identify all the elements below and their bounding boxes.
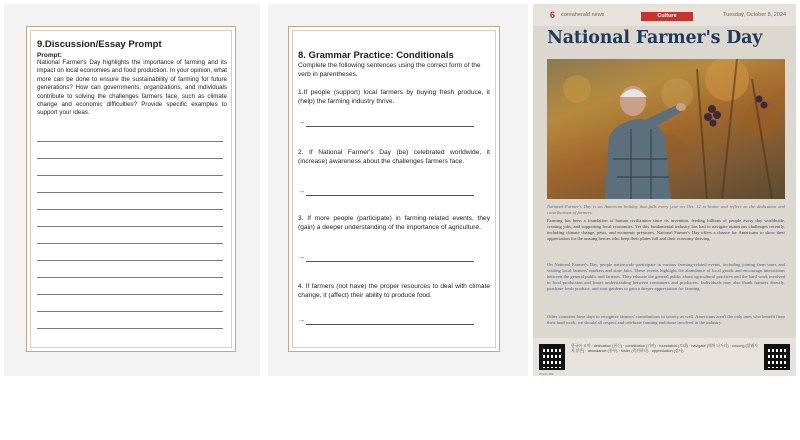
qr-code-right[interactable] <box>764 344 790 370</box>
grammar-instructions: Complete the following sentences using the correct form of the verb in parentheses. <box>298 62 481 78</box>
article-paragraph-1: Farming has been a foundation of human civilization since its invention, feeding billions of people every day worldwide, creating jobs, and supporting local economies. Yet this fundamental industry has had to navigate numerous challenges recently, including climate change, pests, and economic pressures. National Farmer's Day offers a chance for Americans to show their appreciation for the unsung heroes who keep their plates full and their economy thriving. <box>547 218 785 241</box>
arrow-icon: → <box>298 188 305 195</box>
photo-caption: National Farmer's Day is an American holiday that falls every year on Oct. 12 to honor and reflect on the dedication and contributions of farmers. <box>547 204 785 215</box>
word-count: Words 262 <box>539 372 554 376</box>
vocabulary-footnote: 한국어 요약 · dedication (헌신) · contribution (기여) · foundation (토대) · navigate (헤쳐 나가다) · unsung (알려지지 않은) · abundance (풍부) · foster (촉진하다) · appreciation (감사) <box>571 344 758 353</box>
writing-line[interactable] <box>37 328 223 329</box>
answer-rule <box>306 261 474 262</box>
answer-line-1[interactable] <box>298 119 474 131</box>
writing-line[interactable] <box>37 243 223 244</box>
prompt-text: National Farmer's Day highlights the importance of farming and its impact on local economies and food production. In your opinion, what more can be done to ensure the sustainability of farming for future generations? How can governments, organizations, and individuals contribute to solving the challenges farmers face, such as climate change and economic difficulties? Provide specific examples to support your ideas. <box>37 59 227 117</box>
article-paragraph-2: On National Farmer's Day, people nationwide participate in various farming-related events, including joining farm tours and visiting local farmers' markets and state fairs. These events highlight the abundance of local goods and encourage interactions between the general public and farmers. They educate the general public about agricultural practices and the hard work involved in food production and foster understanding between consumers and producers. Individuals may also thank farmers directly, purchase fresh produce, and start gardens to gain a deeper appreciation for farming. <box>547 262 785 291</box>
answer-rule <box>306 195 474 196</box>
grammar-section-title: 8. Grammar Practice: Conditionals <box>298 50 454 61</box>
essay-prompt-block <box>37 39 227 118</box>
answer-line-2[interactable] <box>298 188 474 200</box>
writing-line[interactable] <box>37 158 223 159</box>
grammar-question-2: 2. If National Farmer's Day (be) celebrated worldwide, it (increase) awareness about the challenges farmers face. <box>298 149 490 165</box>
grammar-header <box>298 50 490 79</box>
essay-worksheet <box>4 4 260 376</box>
headline: National Farmer's Day <box>547 28 763 48</box>
category-badge: Culture <box>641 12 693 21</box>
writing-line[interactable] <box>37 175 223 176</box>
publication-date: Tuesday, October 8, 2024 <box>723 12 786 18</box>
writing-line[interactable] <box>37 294 223 295</box>
writing-line[interactable] <box>37 192 223 193</box>
qr-code-left[interactable] <box>539 344 565 370</box>
grammar-worksheet-frame <box>288 26 500 352</box>
arrow-icon: → <box>298 317 305 324</box>
essay-section-title: 9.Discussion/Essay Prompt <box>37 39 162 50</box>
writing-line[interactable] <box>37 226 223 227</box>
arrow-icon: → <box>298 119 305 126</box>
essay-worksheet-frame <box>26 26 236 352</box>
page-number: 6 <box>550 10 556 20</box>
grammar-question-4: 4. If farmers (not have) the proper resources to deal with climate change, it (affect) their ability to produce food. <box>298 283 490 299</box>
answer-rule <box>306 126 474 127</box>
prompt-label: Prompt: <box>37 52 62 59</box>
writing-line[interactable] <box>37 311 223 312</box>
writing-line[interactable] <box>37 209 223 210</box>
article-paragraph-3: Other countries have days to recognize farmers' contributions to society as well. Americans aren't the only ones who benefit from their hard work; we should all respect and celebrate farming and those involved in the industry. <box>547 314 785 325</box>
writing-line[interactable] <box>37 260 223 261</box>
grammar-question-3: 3. If more people (participate) in farming-related events, they (gain) a deeper understanding of the importance of agriculture. <box>298 215 490 231</box>
grammar-question-1: 1.If people (support) local farmers by buying fresh produce, it (help) the farming industry thrive. <box>298 89 490 105</box>
grammar-worksheet <box>268 4 528 376</box>
publication-brand: coreaherald news <box>561 12 605 18</box>
farmer-photo <box>547 59 785 199</box>
newspaper-page <box>533 4 796 376</box>
arrow-icon: → <box>298 254 305 261</box>
writing-line[interactable] <box>37 277 223 278</box>
answer-line-3[interactable] <box>298 254 474 266</box>
writing-line[interactable] <box>37 141 223 142</box>
answer-rule <box>306 324 474 325</box>
farmer-illustration <box>547 59 785 199</box>
answer-line-4[interactable] <box>298 317 474 329</box>
